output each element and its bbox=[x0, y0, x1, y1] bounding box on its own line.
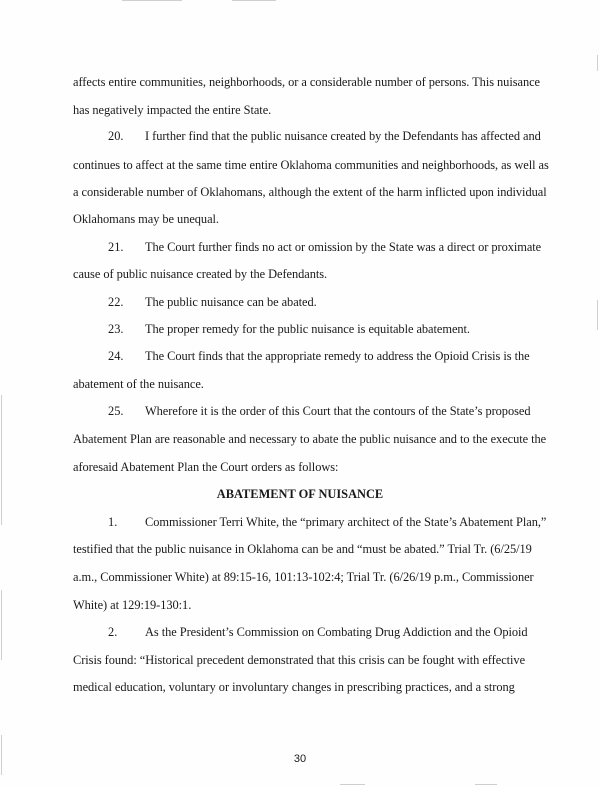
paragraph-line: White) at 129:19-130:1. bbox=[73, 598, 192, 612]
scan-mark-bottom-2 bbox=[475, 784, 497, 785]
continuation-line: affects entire communities, neighborhoods, or a considerable number of persons. This nuisance bbox=[73, 75, 540, 89]
scan-mark-top-right bbox=[232, 0, 276, 1]
paragraph-first-line: Commissioner Terri White, the “primary architect of the State’s Abatement Plan,” bbox=[145, 515, 547, 529]
page-number: 30 bbox=[293, 753, 307, 765]
paragraph-line: Oklahomans may be unequal. bbox=[73, 212, 219, 226]
paragraph-first-line: Wherefore it is the order of this Court that the contours of the State’s proposed bbox=[145, 404, 531, 418]
scan-mark-left-edge bbox=[1, 395, 2, 525]
paragraph-number: 20. bbox=[108, 129, 124, 143]
paragraph-number: 25. bbox=[108, 404, 124, 418]
paragraph-line: aforesaid Abatement Plan the Court orders as follows: bbox=[73, 460, 339, 474]
paragraph-number: 23. bbox=[108, 322, 124, 336]
paragraph-line: testified that the public nuisance in Oklahoma can be and “must be abated.” Trial Tr. (6/25/19 bbox=[73, 542, 532, 556]
paragraph-number: 24. bbox=[108, 349, 124, 363]
paragraph-first-line: The Court finds that the appropriate remedy to address the Opioid Crisis is the bbox=[145, 349, 530, 363]
continuation-line: has negatively impacted the entire State. bbox=[73, 103, 272, 117]
paragraph-line: a.m., Commissioner White) at 89:15-16, 101:13-102:4; Trial Tr. (6/26/19 p.m., Commissioner bbox=[73, 570, 534, 584]
scan-mark-bottom-1 bbox=[340, 784, 365, 785]
paragraph-line: a considerable number of Oklahomans, although the extent of the harm inflicted upon individual bbox=[73, 185, 547, 199]
paragraph-line: Crisis found: “Historical precedent demonstrated that this crisis can be fought with effective bbox=[73, 653, 526, 667]
paragraph-number: 21. bbox=[108, 240, 124, 254]
scan-mark-left-edge-2 bbox=[1, 590, 2, 660]
paragraph-first-line: As the President’s Commission on Combating Drug Addiction and the Opioid bbox=[145, 625, 528, 639]
paragraph-first-line: I further find that the public nuisance created by the Defendants has affected and bbox=[145, 129, 541, 143]
paragraph-line: medical education, voluntary or involuntary changes in prescribing practices, and a strong bbox=[73, 680, 515, 694]
paragraph-first-line: The Court further finds no act or omission by the State was a direct or proximate bbox=[145, 240, 542, 254]
paragraph-number: 1. bbox=[108, 515, 118, 529]
scan-mark-right-edge bbox=[597, 55, 598, 71]
paragraph-line: continues to affect at the same time entire Oklahoma communities and neighborhoods, as well as bbox=[73, 158, 549, 172]
paragraph-line: cause of public nuisance created by the Defendants. bbox=[73, 267, 328, 281]
paragraph-number: 2. bbox=[108, 625, 118, 639]
paragraph-line: Abatement Plan are reasonable and necessary to abate the public nuisance and to the execute the bbox=[73, 432, 547, 446]
paragraph-first-line: The proper remedy for the public nuisance is equitable abatement. bbox=[145, 322, 470, 336]
paragraph-line: abatement of the nuisance. bbox=[73, 377, 204, 391]
section-heading: ABATEMENT OF NUISANCE bbox=[216, 487, 384, 501]
paragraph-number: 22. bbox=[108, 295, 124, 309]
scan-mark-right-edge-2 bbox=[597, 300, 598, 330]
paragraph-first-line: The public nuisance can be abated. bbox=[145, 295, 317, 309]
scan-mark-top-left bbox=[122, 0, 182, 1]
